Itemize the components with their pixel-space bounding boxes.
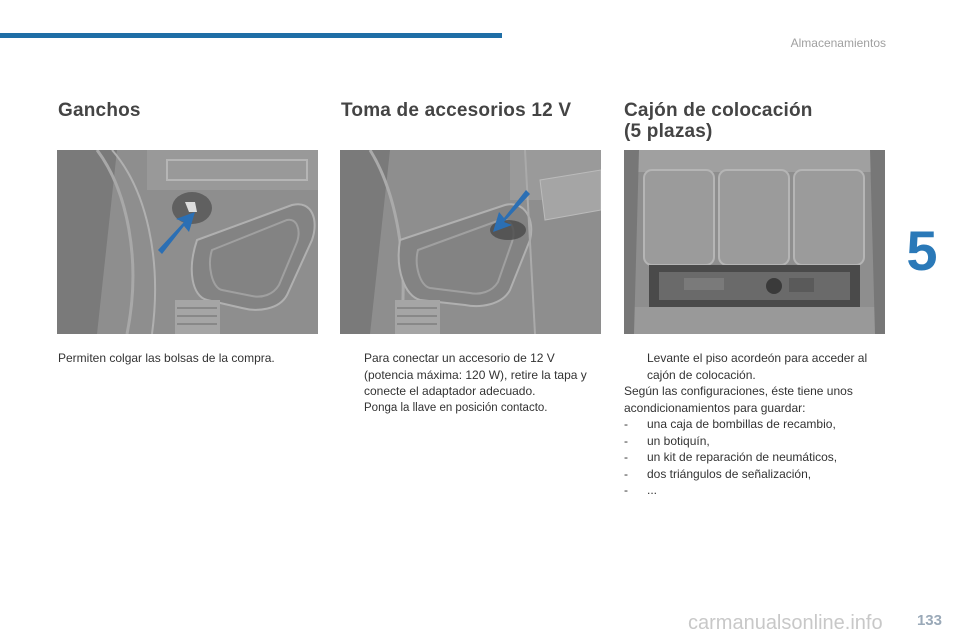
storage-item-3: - un kit de reparación de neumáticos, — [624, 450, 838, 464]
heading-storage-box: Cajón de colocación (5 plazas) — [624, 100, 813, 142]
header-accent-bar — [0, 33, 502, 38]
storage-intro: Según las configuraciones, éste tiene unos acondicionamientos para guardar: — [624, 384, 853, 415]
heading-hooks: Ganchos — [58, 100, 141, 121]
page-number: 133 — [916, 612, 942, 629]
column-hooks — [58, 100, 323, 121]
hooks-text: Permiten colgar las bolsas de la compra. — [58, 351, 275, 365]
photo-hooks — [57, 150, 318, 334]
storage-item-2: - un botiquín, — [624, 433, 710, 448]
section-title: Almacenamientos — [790, 36, 886, 50]
watermark: carmanualsonline.info — [688, 612, 883, 634]
photo-12v-socket — [340, 150, 601, 334]
storage-item-4: - dos triángulos de señalización, — [624, 466, 812, 481]
heading-12v-socket: Toma de accesorios 12 V — [341, 100, 572, 121]
storage-item-1: - una caja de bombillas de recambio, — [624, 417, 836, 431]
socket-illustration — [340, 150, 601, 334]
storage-text — [624, 350, 889, 499]
photo-storage-box — [624, 150, 885, 334]
column-12v-socket — [341, 100, 606, 121]
hooks-illustration — [57, 150, 318, 334]
storage-item-5: - ... — [624, 483, 658, 497]
chapter-number: 5 — [906, 219, 938, 282]
socket-text — [341, 350, 606, 416]
socket-bullet-2: Ponga la llave en posición contacto. — [364, 401, 548, 414]
column-storage-box — [624, 100, 889, 142]
socket-bullet-1: Para conectar un accesorio de 12 V (potencia máxima: 120 W), retire la tapa y conecte el adaptador adecuado. — [364, 351, 587, 398]
storage-bullet: Levante el piso acordeón para acceder al cajón de colocación. — [647, 351, 868, 382]
storage-box-illustration — [624, 150, 885, 334]
